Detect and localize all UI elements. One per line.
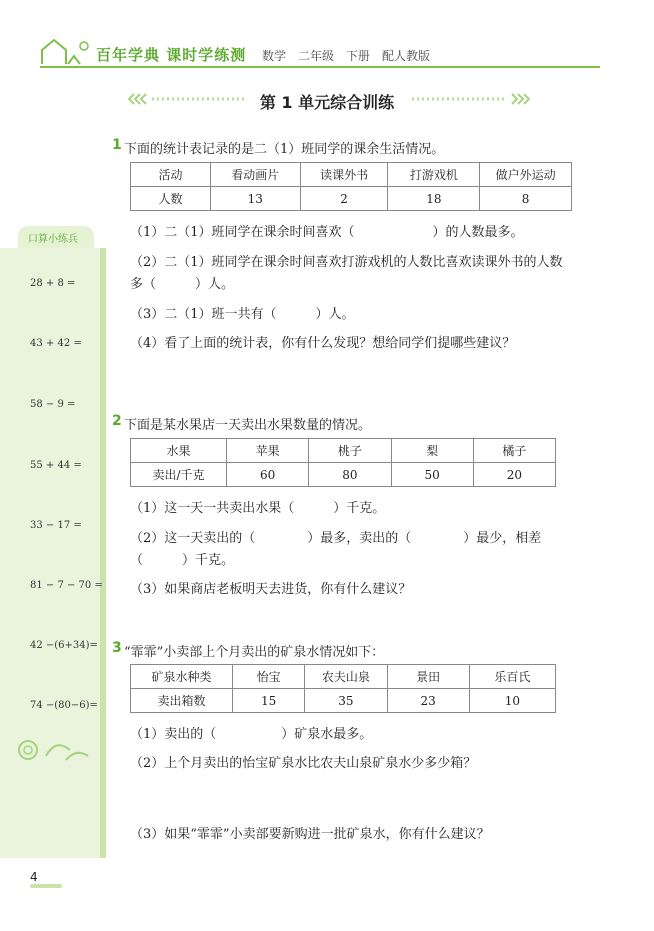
table-cell: 梨 [391,439,473,463]
sub-question: （1）卖出的（ ）矿泉水最多。 [130,727,373,742]
question-text: “霏霏”小卖部上个月卖出的矿泉水情况如下： [124,645,385,660]
calc-item: 28 + 8 = [30,278,76,289]
table-cell: 10 [469,689,555,713]
question-text: 下面是某水果店一天卖出水果数量的情况。 [124,418,372,433]
table-cell: 桃子 [309,439,391,463]
table-cell: 8 [480,187,572,211]
table-cell: 景田 [387,665,469,689]
question-number: 3 [112,640,122,656]
question-text: 下面的统计表记录的是二（1）班同学的课余生活情况。 [124,142,445,157]
calc-item: 43 + 42 = [30,338,82,349]
table-cell: 80 [309,463,391,487]
sidebar-label: 口算小练兵 [28,234,78,245]
table-cell: 苹果 [227,439,309,463]
question-number: 2 [112,413,122,429]
table-cell: 2 [300,187,388,211]
sub-question: （3）二（1）班一共有（ ）人。 [130,307,355,322]
calc-item: 42 −(6+34)= [30,640,98,651]
table-cell: 13 [210,187,300,211]
book-subtitle: 数学 二年级 下册 配人教版 [262,49,431,63]
calc-item: 74 −(80−6)= [30,700,98,711]
table-cell: 看动画片 [210,163,300,187]
table-cell: 人数 [131,187,211,211]
table-cell: 50 [391,463,473,487]
table-cell: 卖出/千克 [131,463,227,487]
table-cell: 怡宝 [232,665,304,689]
water-sales-table [130,664,556,713]
brand-title: 百年学典 课时学练测 [96,46,247,64]
page-number: 4 [30,870,38,884]
table-cell: 农夫山泉 [305,665,387,689]
leaf-decoration-icon [6,730,96,770]
activity-table [130,162,572,211]
sub-question: （3）如果“霏霏”小卖部要新购进一批矿泉水，你有什么建议？ [130,827,490,842]
table-cell: 18 [388,187,480,211]
sub-question-continued: （ ）千克。 [130,553,235,568]
sub-question: （2）上个月卖出的怡宝矿泉水比农夫山泉矿泉水少多少箱？ [130,756,477,771]
table-cell: 15 [232,689,304,713]
sub-question: （1）这一天一共卖出水果（ ）千克。 [130,501,386,516]
calc-item: 58 − 9 = [30,399,76,410]
title-decoration-right-icon [410,92,530,106]
sub-question: （2）二（1）班同学在课余时间喜欢打游戏机的人数比喜欢读课外书的人数 [130,255,563,270]
table-cell: 乐百氏 [469,665,555,689]
table-cell: 打游戏机 [388,163,480,187]
sub-question: （3）如果商店老板明天去进货，你有什么建议？ [130,582,412,597]
calc-item: 33 − 17 = [30,520,82,531]
table-cell: 35 [305,689,387,713]
table-cell: 矿泉水种类 [131,665,233,689]
sub-question: （4）看了上面的统计表，你有什么发现？想给同学们提哪些建议？ [130,336,516,351]
table-cell: 橘子 [473,439,555,463]
table-cell: 卖出箱数 [131,689,233,713]
calc-item: 81 − 7 − 70 = [30,580,103,591]
table-cell: 做户外运动 [480,163,572,187]
header-rule [40,66,600,68]
calc-item: 55 + 44 = [30,460,82,471]
page-title: 第 1 单元综合训练 [259,93,395,112]
sub-question-continued: 多（ ）人。 [130,277,235,292]
table-cell: 读课外书 [300,163,388,187]
sub-question: （2）这一天卖出的（ ）最多，卖出的（ ）最少，相差 [130,531,542,546]
fruit-sales-table [130,438,556,487]
house-logo-icon [38,34,94,68]
table-cell: 20 [473,463,555,487]
table-cell: 水果 [131,439,227,463]
table-cell: 活动 [131,163,211,187]
question-number: 1 [112,137,122,153]
sub-question: （1）二（1）班同学在课余时间喜欢（ ）的人数最多。 [130,225,524,240]
table-cell: 23 [387,689,469,713]
table-cell: 60 [227,463,309,487]
page-number-bar [30,884,62,888]
